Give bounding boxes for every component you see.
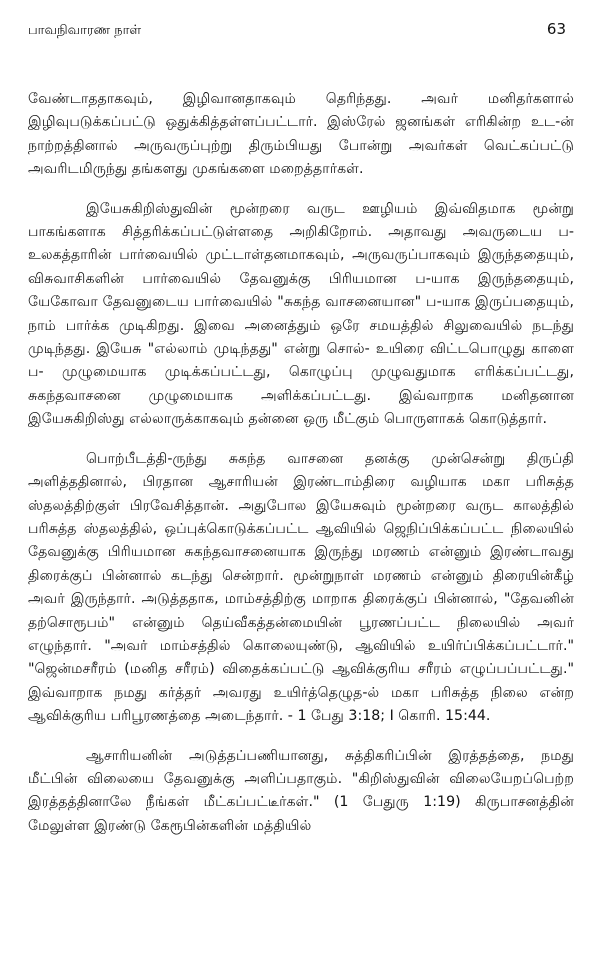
page-header bbox=[28, 20, 574, 54]
page-body bbox=[28, 88, 574, 838]
paragraph-2: இயேசுகிறிஸ்துவின் மூன்றரை வருட ஊழியம் இவ்விதமாக மூன்று பாகங்களாக சித்தரிக்கப்பட்டுள்ளதை அறிகிறோம். அதாவது அவருடைய ப- உலகத்தாரின் பார்வையில் முட்டாள்தனமாகவும், அருவருப்பாகவும் இருந்ததையும், விசுவாசிகளின் பார்வையில் தேவனுக்கு பிரியமான ப-யாக இருந்ததையும், யேகோவா தேவனுடைய பார்வையில் "சுகந்த வாசனையான" ப-யாக இருப்பதையும், நாம் பார்க்க முடிகிறது. இவை அனைத்தும் ஒரே சமயத்தில் சிலுவையில் நடந்து முடிந்தது. இயேசு "எல்லாம் முடிந்தது" என்று சொல்- உயிரை விட்டபொழுது காளை ப- முழுமையாக முடிக்கப்பட்டது, கொழுப்பு முழுவதுமாக எரிக்கப்பட்டது, சுகந்தவாசனை முழுமையாக அளிக்கப்பட்டது. இவ்வாறாக மனிதனான இயேசுகிறிஸ்து எல்லாருக்காகவும் தன்னை ஒரு மீட்கும் பொருளாகக் கொடுத்தார். bbox=[28, 200, 574, 428]
paragraph-1: வேண்டாததாகவும், இழிவானதாகவும் தெரிந்தது. அவர் மனிதர்களால் இழிவுபடுக்கப்பட்டு ஒதுக்கித்தள்ளப்பட்டார். இஸ்ரேல் ஜனங்கள் எரிகின்ற உட-ன் நாற்றத்தினால் அருவருப்புற்று திரும்பியது போன்று அவர்கள் வெட்கப்பட்டு அவரிடமிருந்து தங்களது முகங்களை மறைத்தார்கள். bbox=[28, 91, 574, 178]
paragraph-3: பொற்பீடத்தி-ருந்து சுகந்த வாசனை தனக்கு முன்சென்று திருப்தி அளித்ததினால், பிரதான ஆசாரியன் இரண்டாம்திரை வழியாக மகா பரிசுத்த ஸ்தலத்திற்குள் பிரவேசித்தான். அதுபோல இயேசுவும் மூன்றரை வருட காலத்தில் பரிசுத்த ஸ்தலத்தில், ஒப்புக்கொடுக்கப்பட்ட ஆவியில் ஜெநிப்பிக்கப்பட்ட நிலையில் தேவனுக்கு பிரியமான சுகந்தவாசனையாக இருந்து மரணம் என்னும் இரண்டாவது திரைக்குப் பின்னால் கடந்து சென்றார். மூன்றுநாள் மரணம் என்னும் திரையின்கீழ் அவர் இருந்தார். அடுத்ததாக, மாம்சத்திற்கு மாறாக திரைக்குப் பின்னால், "தேவனின் தற்சொரூபம்" என்னும் தெய்வீகத்தன்மையின் பூரணப்பட்ட நிலையில் அவர் எழுந்தார். "அவர் மாம்சத்தில் கொலையுண்டு, ஆவியில் உயிர்ப்பிக்கப்பட்டார்." "ஜென்மசரீரம் (மனித சரீரம்) விதைக்கப்பட்டு ஆவிக்குரிய சரீரம் எழுப்பப்பட்டது." இவ்வாறாக நமது கர்த்தர் அவரது உயிர்த்தெழுத-ல் மகா பரிசுத்த நிலை என்ற ஆவிக்குரிய பரிபூரணத்தை அடைந்தார். - 1 பேது 3:18; I கொரி. 15:44. bbox=[28, 450, 574, 725]
page-number: 63 bbox=[546, 20, 566, 38]
paragraph-4: ஆசாரியனின் அடுத்தப்பணியானது, சுத்திகரிப்பின் இரத்தத்தை, நமது மீட்பின் விலையை தேவனுக்கு அளிப்பதாகும். "கிறிஸ்துவின் விலையேறப்பெற்ற இரத்தத்தினாலே நீங்கள் மீட்கப்பட்டீர்கள்." (1 பேதுரு 1:19) கிருபாசனத்தின் மேலுள்ள இரண்டு கேரூபின்களின் மத்தியில் bbox=[28, 747, 574, 834]
running-title: பாவநிவாரண நாள் bbox=[28, 23, 142, 38]
